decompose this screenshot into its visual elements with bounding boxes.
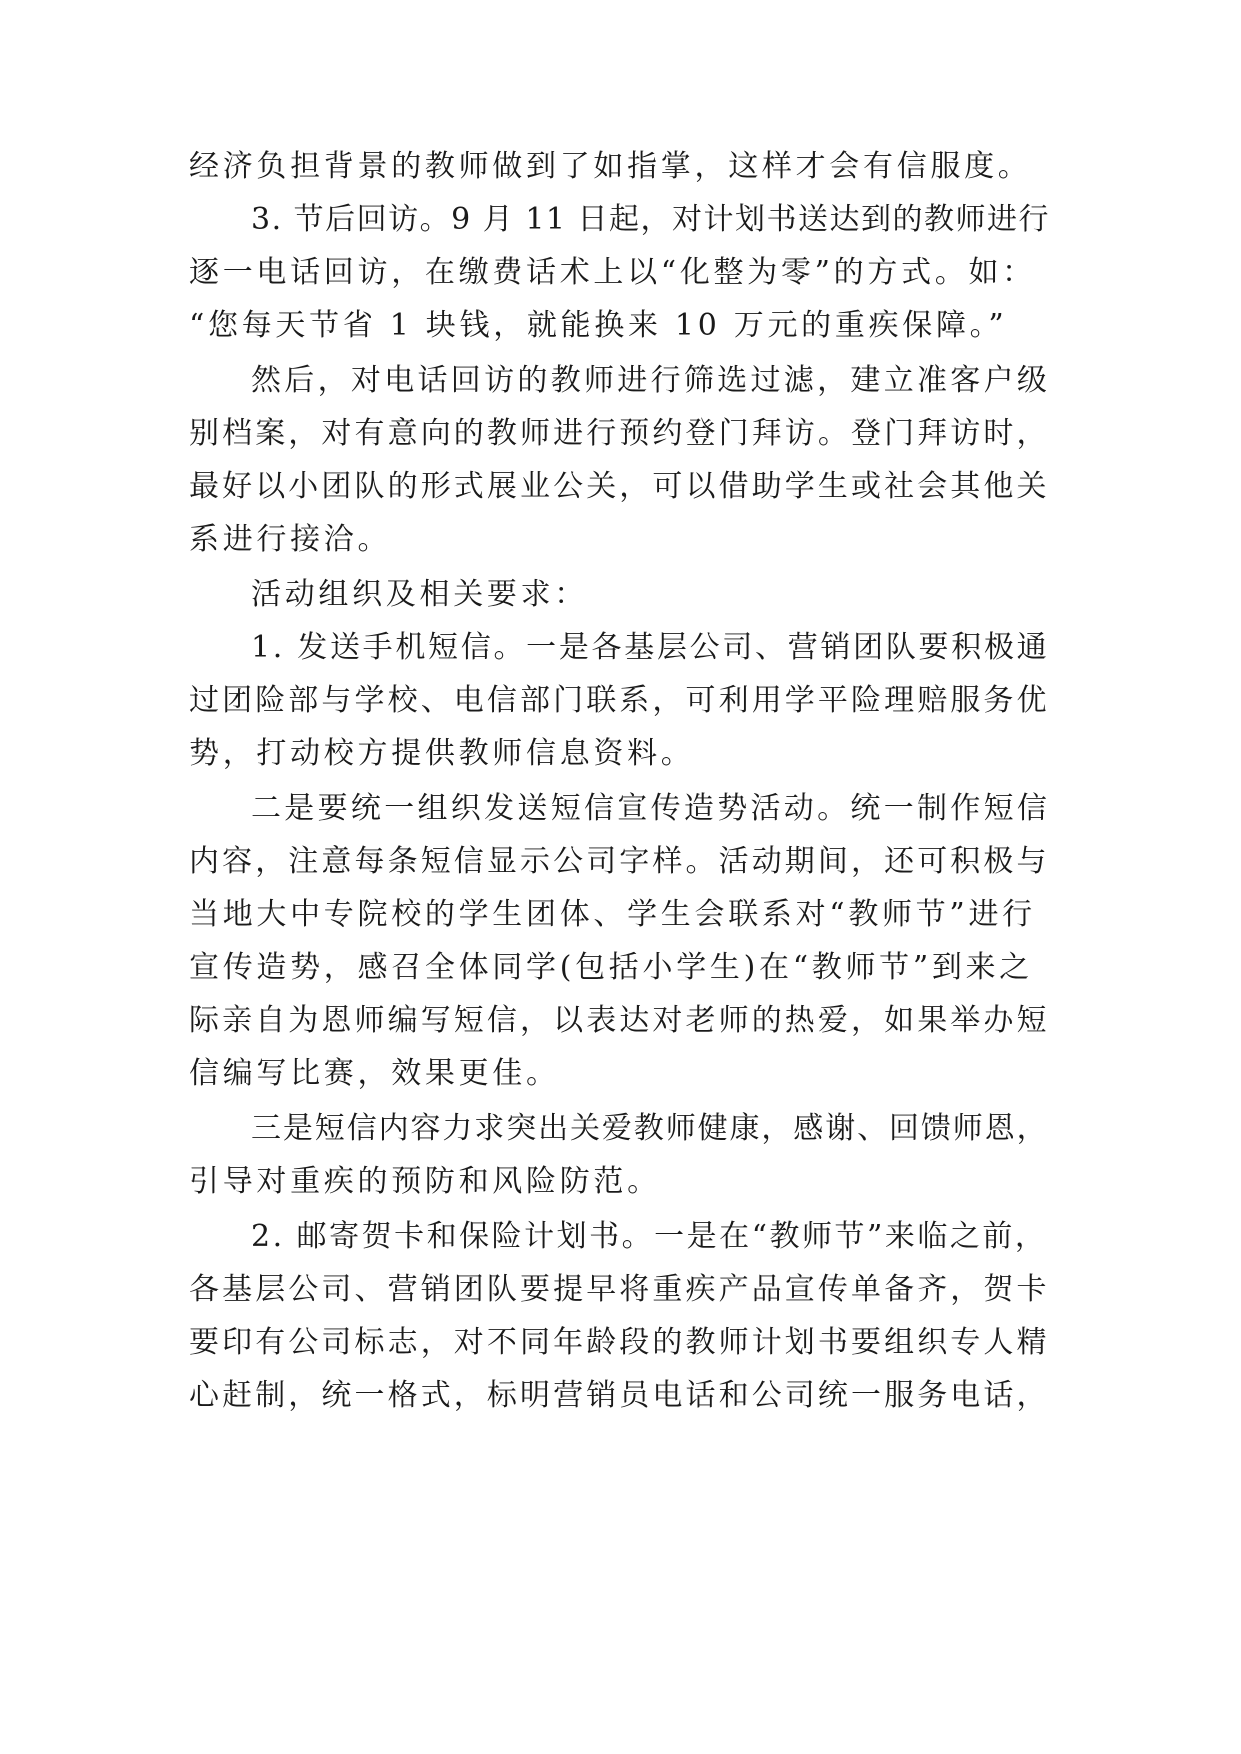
text-line: 宣传造势，感召全体同学(包括小学生)在“教师节”到来之 (189, 950, 1033, 985)
text-line: 逐一电话回访，在缴费话术上以“化整为零”的方式。如： (189, 255, 1036, 290)
text-line: 当地大中专院校的学生团体、学生会联系对“教师节”进行 (189, 897, 1036, 932)
text-line: 各基层公司、营销团队要提早将重疾产品宣传单备齐，贺卡 (189, 1272, 1050, 1307)
text-line: 1. 发送手机短信。一是各基层公司、营销团队要积极通 (251, 630, 1050, 665)
text-line: 三是短信内容力求突出关爱教师健康，感谢、回馈师恩， (251, 1111, 1049, 1146)
text-line: 别档案，对有意向的教师进行预约登门拜访。登门拜访时， (189, 416, 1050, 451)
text-line: 心赶制，统一格式，标明营销员电话和公司统一服务电话， (189, 1378, 1050, 1413)
text-line: “您每天节省 1 块钱，就能换来 10 万元的重疾保障。” (189, 308, 1008, 343)
text-line: 引导对重疾的预防和风险防范。 (189, 1164, 661, 1199)
text-line: 系进行接洽。 (189, 522, 392, 557)
text-line: 二是要统一组织发送短信宣传造势活动。统一制作短信 (251, 791, 1051, 826)
text-line: 际亲自为恩师编写短信，以表达对老师的热爱，如果举办短 (189, 1003, 1050, 1038)
text-line: 2. 邮寄贺卡和保险计划书。一是在“教师节”来临之前， (251, 1219, 1048, 1254)
text-line: 要印有公司标志，对不同年龄段的教师计划书要组织专人精 (189, 1325, 1050, 1360)
text-line: 最好以小团队的形式展业公关，可以借助学生或社会其他关 (189, 469, 1050, 504)
text-line: 内容，注意每条短信显示公司字样。活动期间，还可积极与 (189, 844, 1050, 879)
text-line: 经济负担背景的教师做到了如指掌，这样才会有信服度。 (189, 149, 1032, 184)
text-line: 3. 节后回访。9 月 11 日起，对计划书送达到的教师进行 (251, 202, 1051, 237)
text-line: 过团险部与学校、电信部门联系，可利用学平险理赔服务优 (189, 683, 1050, 718)
text-line: 然后，对电话回访的教师进行筛选过滤，建立准客户级 (251, 363, 1051, 398)
text-line: 信编写比赛，效果更佳。 (189, 1056, 560, 1091)
text-line: 势，打动校方提供教师信息资料。 (189, 736, 695, 771)
text-line: 活动组织及相关要求： (251, 577, 588, 612)
